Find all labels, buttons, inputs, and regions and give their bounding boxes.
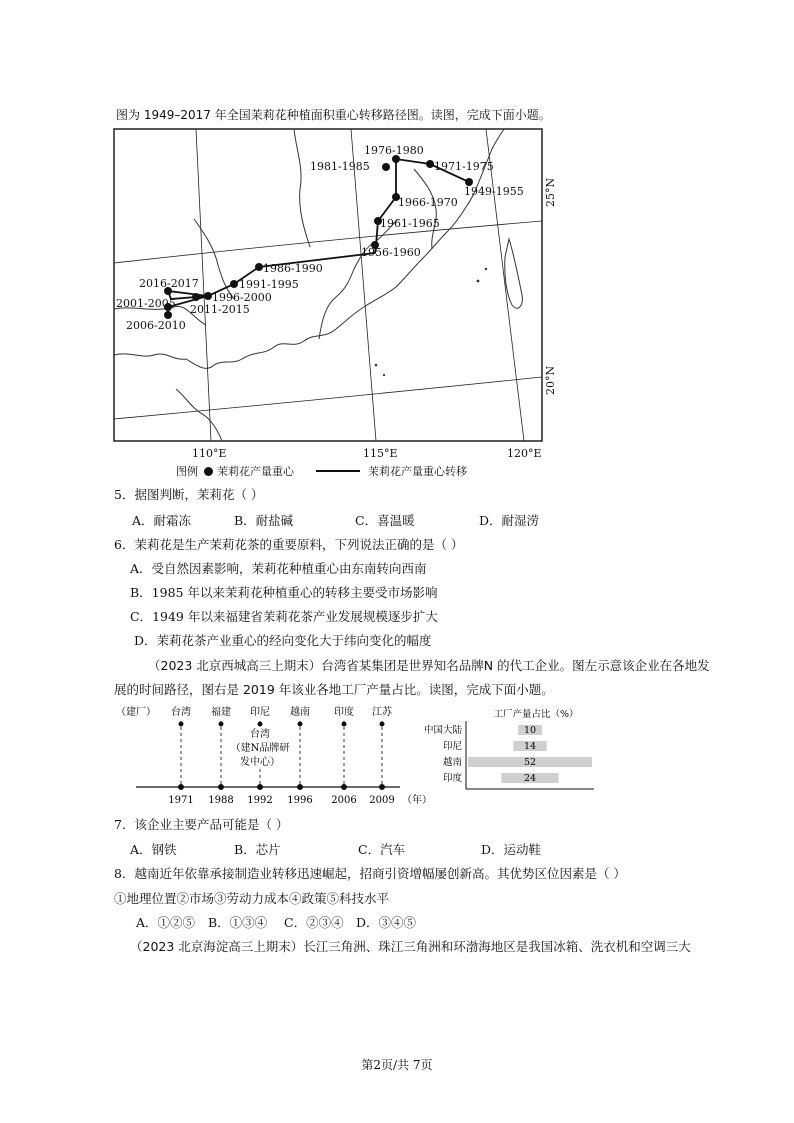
page-footer: 第2页/共 7页 (361, 1058, 433, 1072)
q7-option-b[interactable]: B．芯片 (234, 842, 281, 857)
timeline-year-1992: 1992 (247, 795, 273, 806)
timeline-year-1988: 1988 (208, 795, 234, 806)
timeline-start-label: （建厂） (116, 707, 156, 718)
label-1956-1960: 1956-1960 (361, 246, 421, 259)
label-1971-1975: 1971-1975 (434, 160, 494, 173)
point-1971-1975 (426, 160, 434, 168)
lon-label-115: 115°E (363, 447, 398, 460)
label-2011-2015: 2011-2015 (190, 303, 250, 316)
bar-value-label: 24 (523, 773, 537, 784)
context3: （2023 北京海淀高三上期末）长江三角洲、珠江三角洲和环渤海地区是我国冰箱、洗衣机和空调三大 (130, 939, 691, 954)
timeline-figure (114, 703, 434, 813)
legend-point-label: 茉莉花产量重心 (217, 465, 294, 478)
q8-option-d[interactable]: D．③④⑤ (356, 915, 417, 930)
timeline-year-1996: 1996 (287, 795, 313, 806)
point-1981-1985 (382, 163, 390, 171)
timeline-year-1971: 1971 (168, 795, 194, 806)
q6-stem: 6．茉莉花是生产茉莉花茶的重要原料，下列说法正确的是（ ） (114, 537, 464, 552)
q8-option-c[interactable]: C．②③④ (284, 915, 344, 930)
q8-option-b[interactable]: B．①③④ (208, 915, 268, 930)
label-1966-1970: 1966-1970 (398, 196, 458, 209)
point-2006-2010 (164, 311, 172, 319)
q7-option-d[interactable]: D．运动鞋 (481, 842, 542, 857)
map-legend (176, 463, 467, 479)
q7-stem: 7．该企业主要产品可能是（ ） (114, 817, 289, 832)
label-2001-2005: 2001-2005 (116, 297, 176, 310)
label-1986-1990: 1986-1990 (263, 262, 323, 275)
bar-category-label: 印尼 (442, 741, 462, 752)
point-1991-1995 (230, 280, 238, 288)
q6-option-a[interactable]: A．受自然因素影响，茉莉花种植重心由东南转向西南 (130, 561, 427, 576)
timeline-year-2009: 2009 (369, 795, 395, 806)
timeline-place-fujian: 福建 (211, 707, 231, 718)
bar-category-label: 越南 (442, 757, 462, 768)
bar-category-label: 中国大陆 (423, 725, 462, 736)
q5-option-b[interactable]: B．耐盐碱 (234, 513, 294, 528)
timeline-note-2: （建N品牌研 (230, 743, 290, 754)
lat-label-20: 20°N (544, 365, 557, 395)
intro-text: 图为 1949–2017 年全国茉莉花种植面积重心转移路径图。读图，完成下面小题。 (116, 108, 551, 122)
timeline-place-india: 印度 (334, 707, 354, 718)
timeline-place-jiangsu: 江苏 (372, 707, 392, 718)
factory-share-chart (414, 703, 614, 797)
q6-option-c[interactable]: C．1949 年以来福建省茉莉花茶产业发展规模逐步扩大 (130, 609, 438, 624)
q5-option-d[interactable]: D．耐湿涝 (479, 513, 540, 528)
q7-option-a[interactable]: A．钢铁 (130, 842, 177, 857)
legend-line-label: 茉莉花产量重心转移 (368, 465, 467, 478)
timeline-year-suffix: （年） (402, 795, 432, 806)
q8-option-a[interactable]: A．①②⑤ (136, 915, 196, 930)
timeline-year-2006: 2006 (331, 795, 357, 806)
timeline-note-3: 发中心） (240, 757, 280, 768)
jasmine-map (114, 129, 557, 465)
timeline-place-vietnam: 越南 (290, 707, 310, 718)
lat-label-25: 25°N (544, 177, 557, 207)
lon-label-120: 120°E (507, 447, 542, 460)
q5-option-a[interactable]: A．耐霜冻 (132, 513, 192, 528)
q5-option-c[interactable]: C．喜温暖 (355, 513, 415, 528)
label-1996-2000: 1996-2000 (212, 291, 272, 304)
lon-label-110: 110°E (192, 447, 227, 460)
legend-dot-icon (204, 467, 213, 476)
timeline-place-indonesia: 印尼 (250, 707, 270, 718)
context2-line2: 展的时间路径，图右是 2019 年该业各地工厂产量占比。读图，完成下面小题。 (114, 682, 554, 697)
label-1961-1965: 1961-1965 (380, 217, 440, 230)
legend-line-icon (316, 470, 360, 472)
q6-option-d[interactable]: D．茉莉花茶产业重心的经向变化大于纬向变化的幅度 (134, 633, 432, 648)
bar-value-label: 14 (523, 741, 537, 752)
map-figure (114, 129, 557, 461)
bar-value-label: 10 (523, 725, 537, 736)
label-1976-1980: 1976-1980 (364, 144, 424, 157)
context2-line1: （2023 北京西城高三上期末）台湾省某集团是世界知名品牌N 的代工企业。图左示意该企业在各地发 (148, 658, 710, 673)
label-2006-2010: 2006-2010 (126, 319, 186, 332)
timeline-note-1: 台湾 (250, 729, 270, 740)
q5-stem: 5．据图判断，茉莉花（ ） (114, 487, 264, 502)
label-1949-1955: 1949-1955 (464, 185, 524, 198)
q8-stem: 8．越南近年依靠承接制造业转移迅速崛起，招商引资增幅屡创新高。其优势区位因素是（ ） (114, 866, 626, 881)
q6-option-b[interactable]: B．1985 年以来茉莉花种植重心的转移主要受市场影响 (130, 585, 438, 600)
bar-value-label: 52 (523, 757, 537, 768)
bar-category-label: 印度 (442, 773, 462, 784)
timeline-place-taiwan: 台湾 (171, 707, 191, 718)
q8-factors: ①地理位置②市场③劳动力成本④政策⑤科技水平 (114, 891, 390, 906)
point-1986-1990 (255, 263, 263, 271)
label-1981-1985: 1981-1985 (310, 160, 370, 173)
bar-chart-title: 工厂产量占比（%） (493, 709, 579, 720)
label-1991-1995: 1991-1995 (239, 278, 299, 291)
label-2016-2017: 2016-2017 (139, 277, 199, 290)
point-2011-2015 (192, 293, 200, 301)
point-1996-2000 (204, 292, 212, 300)
legend-prefix: 图例 (176, 465, 198, 478)
q7-option-c[interactable]: C．汽车 (358, 842, 406, 857)
